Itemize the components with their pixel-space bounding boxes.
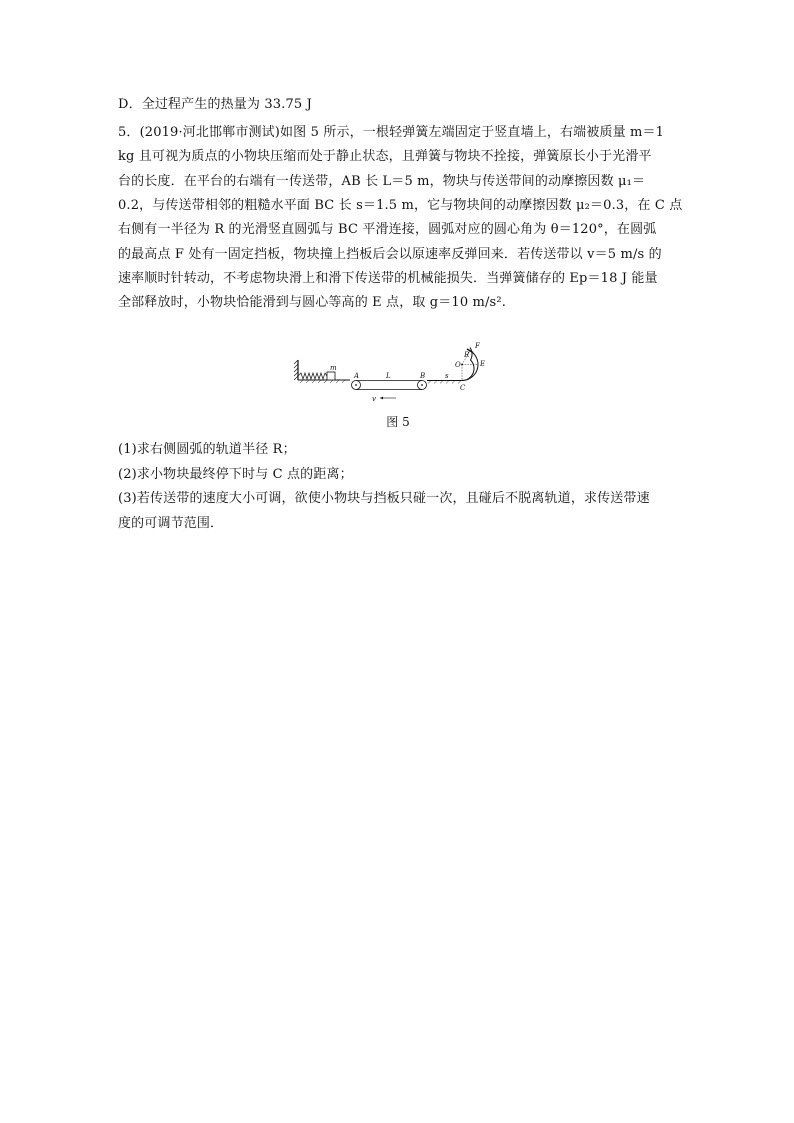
label-r: R <box>464 351 470 359</box>
label-s: s <box>445 372 449 380</box>
problem-line: 右侧有一半径为 R 的光滑竖直圆弧与 BC 平滑连接，圆弧对应的圆心角为 θ＝120°，在圆弧 <box>118 222 657 237</box>
problem-line: 5．(2019·河北邯郸市测试)如图 5 所示，一根轻弹簧左端固定于竖直墙上，右端被质量 m＝1 <box>118 125 665 140</box>
label-a: A <box>354 372 360 380</box>
label-c: C <box>460 384 466 392</box>
physics-figure <box>292 338 504 410</box>
problem-line: kg 且可视为质点的小物块压缩而处于静止状态，且弹簧与物块不拴接，弹簧原长小于光滑平 <box>118 149 652 164</box>
problem-line: 台的长度．在平台的右端有一传送带，AB 长 L＝5 m，物块与传送带间的动摩擦因数 μ₁＝ <box>118 174 646 189</box>
spring <box>298 373 327 379</box>
problem-line: 的最高点 F 处有一固定挡板，物块撞上挡板后会以原速率反弹回来．若传送带以 v＝5 m/s 的 <box>118 247 662 262</box>
velocity-arrowhead <box>380 397 383 400</box>
problem-line: 全部释放时，小物块恰能滑到与圆心等高的 E 点，取 g＝10 m/s². <box>118 295 507 310</box>
label-o: O <box>455 361 461 369</box>
label-l: L <box>386 372 391 380</box>
label-v: v <box>372 395 376 403</box>
wall-hatch <box>294 360 298 380</box>
question-line: (1)求右侧圆弧的轨道半径 R； <box>118 442 296 457</box>
question-line: 度的可调节范围． <box>118 516 224 531</box>
problem-line: 0.2，与传送带相邻的粗糙水平面 BC 长 s＝1.5 m，它与物块间的动摩擦因数 μ₂＝0.3，在 C 点 <box>118 198 683 213</box>
problem-line: 速率顺时针转动，不考虑物块滑上和滑下传送带的机械能损失．当弹簧储存的 Ep＝18 J 能量 <box>118 271 658 286</box>
option-d: D．全过程产生的热量为 33.75 J <box>118 97 312 112</box>
label-f: F <box>475 342 480 350</box>
question-line: (2)求小物块最终停下时与 C 点的距离； <box>118 467 353 482</box>
label-e: E <box>480 360 486 368</box>
figure-caption: 图 5 <box>386 415 410 429</box>
roller-b-axle <box>421 384 423 386</box>
block-m <box>327 372 335 380</box>
question-line: (3)若传送带的速度大小可调，欲使小物块与挡板只碰一次，且碰后不脱离轨道，求传送带速 <box>118 491 650 506</box>
label-m: m <box>330 364 337 372</box>
roller-a-axle <box>355 384 357 386</box>
label-b: B <box>420 372 426 380</box>
